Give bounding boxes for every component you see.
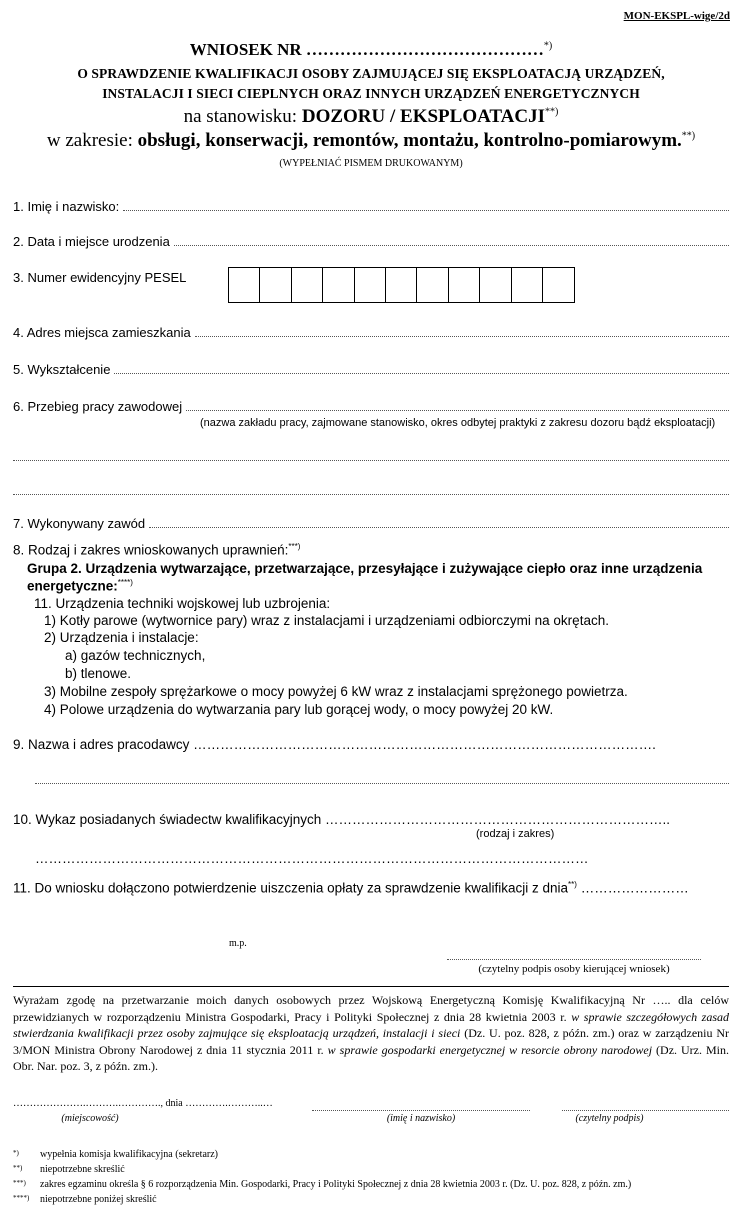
address-label: 4. Adres miejsca zamieszkania bbox=[13, 325, 191, 340]
career-input-line[interactable] bbox=[186, 399, 729, 411]
name-field[interactable] bbox=[13, 199, 729, 214]
certificates-hint: (rodzaj i zakres) bbox=[476, 828, 555, 840]
employer-field[interactable] bbox=[13, 737, 729, 752]
fee-date-dots[interactable]: …………………… bbox=[580, 880, 689, 896]
item-11-2a[interactable]: a) gazów technicznych, bbox=[65, 648, 206, 663]
employer-input-dots[interactable]: …………………………………………………………………………………………. bbox=[193, 737, 656, 752]
pesel-label: 3. Numer ewidencyjny PESEL bbox=[13, 270, 187, 285]
signature-label: (czytelny podpis osoby kierującej wniosek) bbox=[478, 963, 670, 975]
career-hint: (nazwa zakładu pracy, zajmowane stanowisko, okres odbytej praktyki z zakresu dozoru bądź eksploatacji) bbox=[200, 417, 716, 429]
signature-line[interactable] bbox=[447, 958, 701, 960]
form-title: WNIOSEK NR ……………………………………*) bbox=[189, 40, 553, 59]
pesel-digit-box[interactable] bbox=[355, 268, 386, 302]
pesel-digit-box[interactable] bbox=[292, 268, 323, 302]
pesel-digit-box[interactable] bbox=[323, 268, 354, 302]
form-subtitle-line1: O SPRAWDZENIE KWALIFIKACJI OSOBY ZAJMUJĄCEJ SIĘ EKSPLOATACJĄ URZĄDZEŃ, bbox=[77, 66, 665, 81]
employer-label: 9. Nazwa i adres pracodawcy bbox=[13, 737, 190, 752]
place-label: (miejscowość) bbox=[61, 1113, 119, 1124]
employer-input-line-2[interactable] bbox=[35, 782, 729, 784]
range-value[interactable]: obsługi, konserwacji, remontów, montażu, kontrolno-pomiarowym. bbox=[137, 130, 682, 151]
birth-label: 2. Data i miejsce urodzenia bbox=[13, 234, 170, 249]
birth-input-line[interactable] bbox=[174, 234, 729, 246]
place-date-line[interactable]: ………………….……….…………., dnia ………….………..… bbox=[13, 1098, 273, 1109]
item-11-3[interactable]: 3) Mobilne zespoły sprężarkowe o mocy powyżej 6 kW wraz z instalacjami sprężonego powietrza. bbox=[44, 684, 628, 699]
item-11-2b[interactable]: b) tlenowe. bbox=[65, 666, 132, 681]
position-line: na stanowisku: DOZORU / EKSPLOATACJI**) bbox=[183, 106, 559, 127]
signature-label-sign: (czytelny podpis) bbox=[575, 1113, 644, 1124]
name-label-sign: (imię i nazwisko) bbox=[386, 1113, 456, 1124]
pesel-digit-box[interactable] bbox=[480, 268, 511, 302]
footnote-1: *) wypełnia komisja kwalifikacyjna (sekretarz) bbox=[13, 1149, 218, 1160]
certificates-input-line-2[interactable]: …………………………………………………………………………………………………………… bbox=[35, 851, 589, 866]
address-field[interactable] bbox=[13, 325, 729, 340]
group-title-cont: energetyczne:****) bbox=[27, 578, 133, 594]
range-line: w zakresie: obsługi, konserwacji, remontów, montażu, kontrolno-pomiarowym.**) bbox=[46, 130, 696, 151]
form-code: MON-EKSPL-wige/2d bbox=[623, 10, 730, 22]
certificates-input-dots[interactable]: ………………………………………………………………….. bbox=[325, 812, 671, 827]
name-sign-line[interactable] bbox=[312, 1109, 530, 1111]
print-instruction: (WYPEŁNIAĆ PISMEM DRUKOWANYM) bbox=[279, 158, 463, 169]
pesel-digit-box[interactable] bbox=[229, 268, 260, 302]
divider bbox=[13, 986, 729, 987]
stamp-place: m.p. bbox=[229, 938, 247, 949]
career-input-line-3[interactable] bbox=[13, 493, 729, 495]
career-field[interactable] bbox=[13, 399, 729, 414]
birth-field[interactable] bbox=[13, 234, 729, 249]
name-input-line[interactable] bbox=[123, 199, 729, 211]
signature-sign-line[interactable] bbox=[562, 1109, 729, 1111]
pesel-digit-box[interactable] bbox=[512, 268, 543, 302]
place-input[interactable]: ………………….……….…………. bbox=[13, 1098, 161, 1109]
education-field[interactable] bbox=[13, 362, 729, 377]
form-subtitle-line2: INSTALACJI I SIECI CIEPLNYCH ORAZ INNYCH URZĄDZEŃ ENERGETYCZNYCH bbox=[102, 86, 640, 101]
item-11-1[interactable]: 1) Kotły parowe (wytwornice pary) wraz z instalacjami i urządzeniami odbiorczymi na okrętach. bbox=[44, 613, 609, 628]
footnote-4: ****) niepotrzebne poniżej skreślić bbox=[13, 1194, 157, 1205]
group-title: Grupa 2. Urządzenia wytwarzające, przetwarzające, przesyłające i zużywające ciepło oraz inne urządzenia bbox=[27, 561, 703, 576]
fee-label: 11. Do wniosku dołączono potwierdzenie uiszczenia opłaty za sprawdzenie kwalifikacji z dnia bbox=[13, 880, 569, 896]
pesel-boxes[interactable] bbox=[228, 267, 575, 303]
name-label: 1. Imię i nazwisko: bbox=[13, 199, 120, 214]
position-value[interactable]: DOZORU / EKSPLOATACJI bbox=[301, 106, 546, 127]
date-input[interactable]: ………….………..… bbox=[185, 1098, 273, 1109]
profession-field[interactable] bbox=[13, 516, 729, 531]
item-11-4[interactable]: 4) Polowe urządzenia do wytwarzania pary lub gorącej wody, o mocy powyżej 20 kW. bbox=[44, 702, 554, 717]
pesel-digit-box[interactable] bbox=[543, 268, 574, 302]
footnote-3: ***) zakres egzaminu określa § 6 rozporządzenia Min. Gospodarki, Pracy i Polityki Społecznej z dnia 28 kwietnia 2003 r. (Dz. U. poz. 828, z późn. zm.) bbox=[13, 1179, 632, 1190]
career-label: 6. Przebieg pracy zawodowej bbox=[13, 399, 183, 414]
profession-input-line[interactable] bbox=[149, 516, 729, 528]
pesel-digit-box[interactable] bbox=[386, 268, 417, 302]
education-label: 5. Wykształcenie bbox=[13, 362, 111, 377]
item-11-2[interactable]: 2) Urządzenia i instalacje: bbox=[44, 630, 199, 645]
certificates-label: 10. Wykaz posiadanych świadectw kwalifikacyjnych bbox=[13, 812, 322, 827]
pesel-digit-box[interactable] bbox=[417, 268, 448, 302]
footnote-2: **) niepotrzebne skreślić bbox=[13, 1164, 125, 1175]
pesel-digit-box[interactable] bbox=[449, 268, 480, 302]
pesel-digit-box[interactable] bbox=[260, 268, 291, 302]
consent-statement: Wyrażam zgodę na przetwarzanie moich danych osobowych przez Wojskową Energetyczną Komisję Kwalifikacyjną Nr ….. dla celów przewidzianych w rozporządzeniu Ministra Gospodarki, Pracy i Polityki Społecznej z dnia 28 kwietnia 2003 r. w sprawie szczegółowych zasad stwierdzania kwalifikacji przez osoby zajmujące się eksploatacją urządzeń, instalacji i sieci (Dz. U. poz. 828, z późn. zm.) oraz w zarządzeniu Nr 3/MON Ministra Obrony Narodowej z dnia 11 stycznia 2011 r. w sprawie gospodarki energetycznej w resorcie obrony narodowej (Dz. Urz. Min. Obr. Nar. poz. 3, z późn. zm.). bbox=[13, 993, 730, 1073]
fee-field[interactable]: 11. Do wniosku dołączono potwierdzenie uiszczenia opłaty za sprawdzenie kwalifikacji z dnia**) …………………… bbox=[13, 880, 689, 896]
item-11: 11. Urządzenia techniki wojskowej lub uzbrojenia: bbox=[34, 596, 331, 611]
address-input-line[interactable] bbox=[195, 325, 729, 337]
certificates-field[interactable] bbox=[13, 812, 729, 827]
career-input-line-2[interactable] bbox=[13, 459, 729, 461]
education-input-line[interactable] bbox=[114, 362, 729, 374]
profession-label: 7. Wykonywany zawód bbox=[13, 516, 146, 531]
section8-heading: 8. Rodzaj i zakres wnioskowanych uprawnień:***) bbox=[13, 542, 301, 558]
